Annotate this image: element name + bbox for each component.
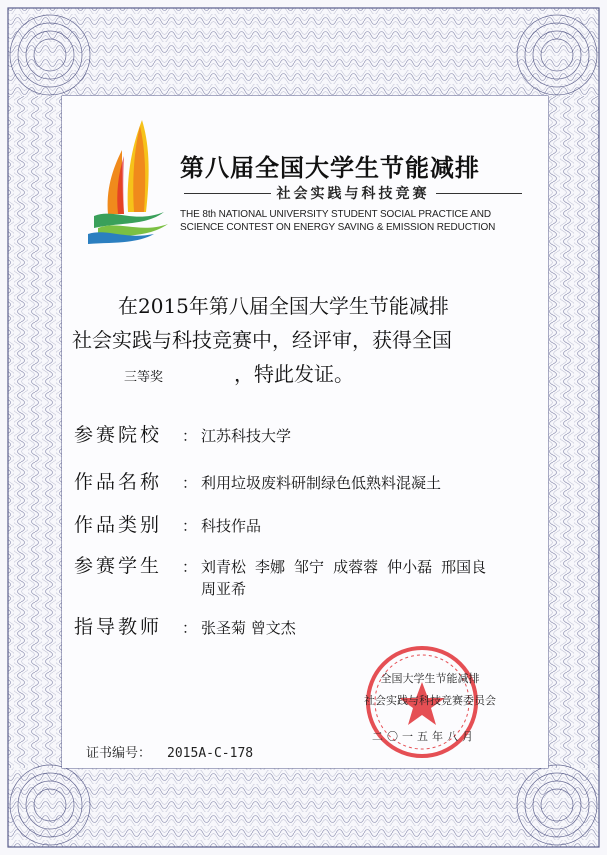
issuer-line1: 全国大学生节能减排 [380, 672, 480, 685]
certificate-number [86, 742, 253, 761]
field-school-label: 参赛院校 [74, 424, 163, 446]
field-colon: ： [182, 427, 198, 445]
contest-title-en [180, 208, 540, 234]
issuer-block [330, 668, 530, 712]
field-teachers-label: 指导教师 [74, 616, 163, 638]
sail-logo-icon [84, 116, 174, 246]
right-rule [436, 193, 523, 194]
contest-title-en-line2: SCIENCE CONTEST ON ENERGY SAVING & EMISSION REDUCTION [180, 222, 496, 233]
field-category-label: 作品类别 [74, 514, 163, 536]
certificate-number-value: 2015A-C-178 [167, 746, 254, 761]
field-category-value: 科技作品 [201, 517, 262, 535]
issuer-line2: 社会实践与科技竞赛委员会 [364, 694, 496, 707]
field-students [74, 551, 551, 600]
issue-date: 二〇一五年八月 [372, 730, 477, 743]
contest-title-cn: 第八届全国大学生节能减排 [180, 154, 480, 182]
field-colon: ： [182, 517, 198, 535]
student-name: 邹宁 [294, 558, 325, 576]
field-colon: ： [182, 474, 198, 492]
student-name: 李娜 [255, 558, 286, 576]
field-work-value: 利用垃圾废料研制绿色低熟料混凝土 [201, 474, 442, 492]
contest-subtitle-row [178, 183, 528, 203]
award-level: 三等奖 [124, 370, 164, 385]
field-students-label: 参赛学生 [74, 555, 163, 577]
student-name: 成蓉蓉 [333, 558, 379, 576]
field-teachers-value: 张圣菊 曾文杰 [201, 619, 296, 637]
contest-title-en-line1: THE 8th NATIONAL UNIVERSITY STUDENT SOCIAL PRACTICE AND [180, 209, 492, 220]
contest-subtitle-cn: 社会实践与科技竞赛 [276, 186, 430, 202]
student-name: 邢国良 [441, 558, 487, 576]
field-school [74, 420, 291, 447]
field-work-title [74, 467, 441, 494]
field-category [74, 510, 261, 537]
field-students-value [201, 556, 551, 600]
field-colon: ： [182, 619, 198, 637]
field-colon: ： [182, 558, 198, 576]
field-teachers [74, 612, 296, 639]
field-work-label: 作品名称 [74, 471, 163, 493]
student-name: 周亚希 [201, 580, 247, 598]
statement-line1: 在2015年第八届全国大学生节能减排 [118, 294, 449, 318]
student-name: 仲小磊 [387, 558, 433, 576]
left-rule [184, 193, 271, 194]
certificate-number-label: 证书编号： [86, 746, 152, 761]
statement-line3 [72, 357, 542, 395]
certificate-statement [72, 289, 542, 395]
field-school-value: 江苏科技大学 [201, 427, 292, 445]
student-name: 刘青松 [201, 558, 247, 576]
statement-line2: 社会实践与科技竞赛中，经评审，获得全国 [72, 328, 452, 352]
statement-tail: ，特此发证。 [234, 362, 354, 386]
